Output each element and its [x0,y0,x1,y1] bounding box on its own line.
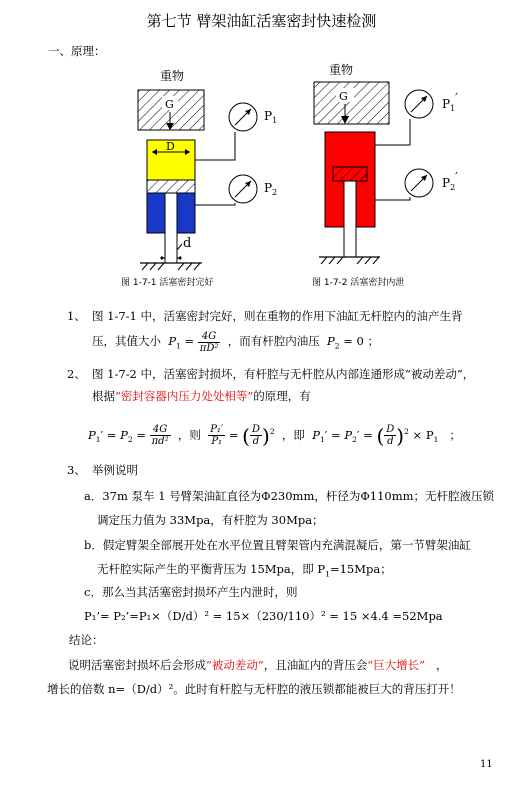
p1-label: $P_1$ [264,109,278,125]
piston-2 [333,167,367,181]
figure-2-caption: 图 1-7-2 活塞密封内泄 [312,278,405,288]
section-heading: 一、原理： [48,44,106,58]
conclusion-line-1: 说明活塞密封损坏后会形成“被动差动”，且油缸内的背压会“巨大增长” ， [68,658,448,672]
page-number: 11 [480,759,493,770]
piston [147,180,195,193]
g-label: G [165,98,174,111]
item-a-line-1: a．37m 泵车 1 号臂架油缸直径为Φ230mm，杆径为Φ110mm；无杆腔液压锁 [84,489,495,503]
p1-prime-label: $P_1'$ [442,91,458,113]
item-b-line-2: 无杆腔实际产生的平衡背压为 15Mpa，即 $P_1=15Mpa$； [97,562,392,579]
conclusion-label: 结论： [69,633,104,647]
item-2-line-2: 根据“密封容器内压力处处相等”的原理，有 [92,389,311,403]
item-2-number: 2、 [67,367,86,381]
weight-label-2: 重物 [329,63,354,77]
item-3-heading: 举例说明 [92,463,138,477]
item-3-number: 3、 [67,463,86,477]
weight-label: 重物 [160,69,185,83]
g-label-2: G [339,90,348,103]
piston-rod-2 [344,181,356,257]
d-big-label: D [166,140,175,153]
item-2-line-1: 图 1-7-2 中，活塞密封损坏，有杆腔与无杆腔从内部连通形成“被动差动”， [92,367,475,381]
p2-label: $P_2$ [264,181,278,197]
page-title: 第七节 臂架油缸活塞密封快速检测 [146,12,377,30]
figure-1-caption: 图 1-7-1 活塞密封完好 [121,278,214,288]
d-small-label: d [183,236,192,251]
item-c-line-1: c．那么当其活塞密封损坏产生内泄时，则 [84,585,298,599]
figure-1-7-1 [120,60,295,290]
item-2-formula: $P_1' = P_2$ = $\frac{4G}{\text{πd²}}$ ，则 $\frac{\text{P₁′}}{\text{P₁}}$ = ( $\frac{D}{d}$ )$^2$ ，即 $P_1' = P_2'$ = ( $\frac{D}{d}$ )$^2 \times P_1$ ； [88,423,461,448]
p2-prime-label: $P_2'$ [442,170,458,192]
item-a-line-2: 调定压力值为 33Mpa，有杆腔为 30Mpa； [97,513,324,527]
calculation: P₁’= P₂’=P₁×（D/d）² = 15×（230/110）² = 15 ×4.4 =52Mpa [84,609,443,623]
piston-rod [165,193,177,263]
item-1-line-1: 图 1-7-1 中，活塞密封完好，则在重物的作用下油缸无杆腔内的油产生背 [92,309,463,323]
figure-1-7-2 [302,60,502,290]
item-b-line-1: b．假定臂架全部展开处在水平位置且臂架管内充满混凝后，第一节臂架油缸 [84,538,471,552]
conclusion-line-2: 增长的倍数 n=（D/d）²。此时有杆腔与无杆腔的液压锁都能被巨大的背压打开！ [47,682,461,696]
item-1-line-2: 压，其值大小 $P_1$ = $\frac{4G}{\text{πD²}}$ ，而有杆腔内油压 $P_2 = 0$ ； [92,330,379,354]
item-1-number: 1、 [67,309,86,323]
